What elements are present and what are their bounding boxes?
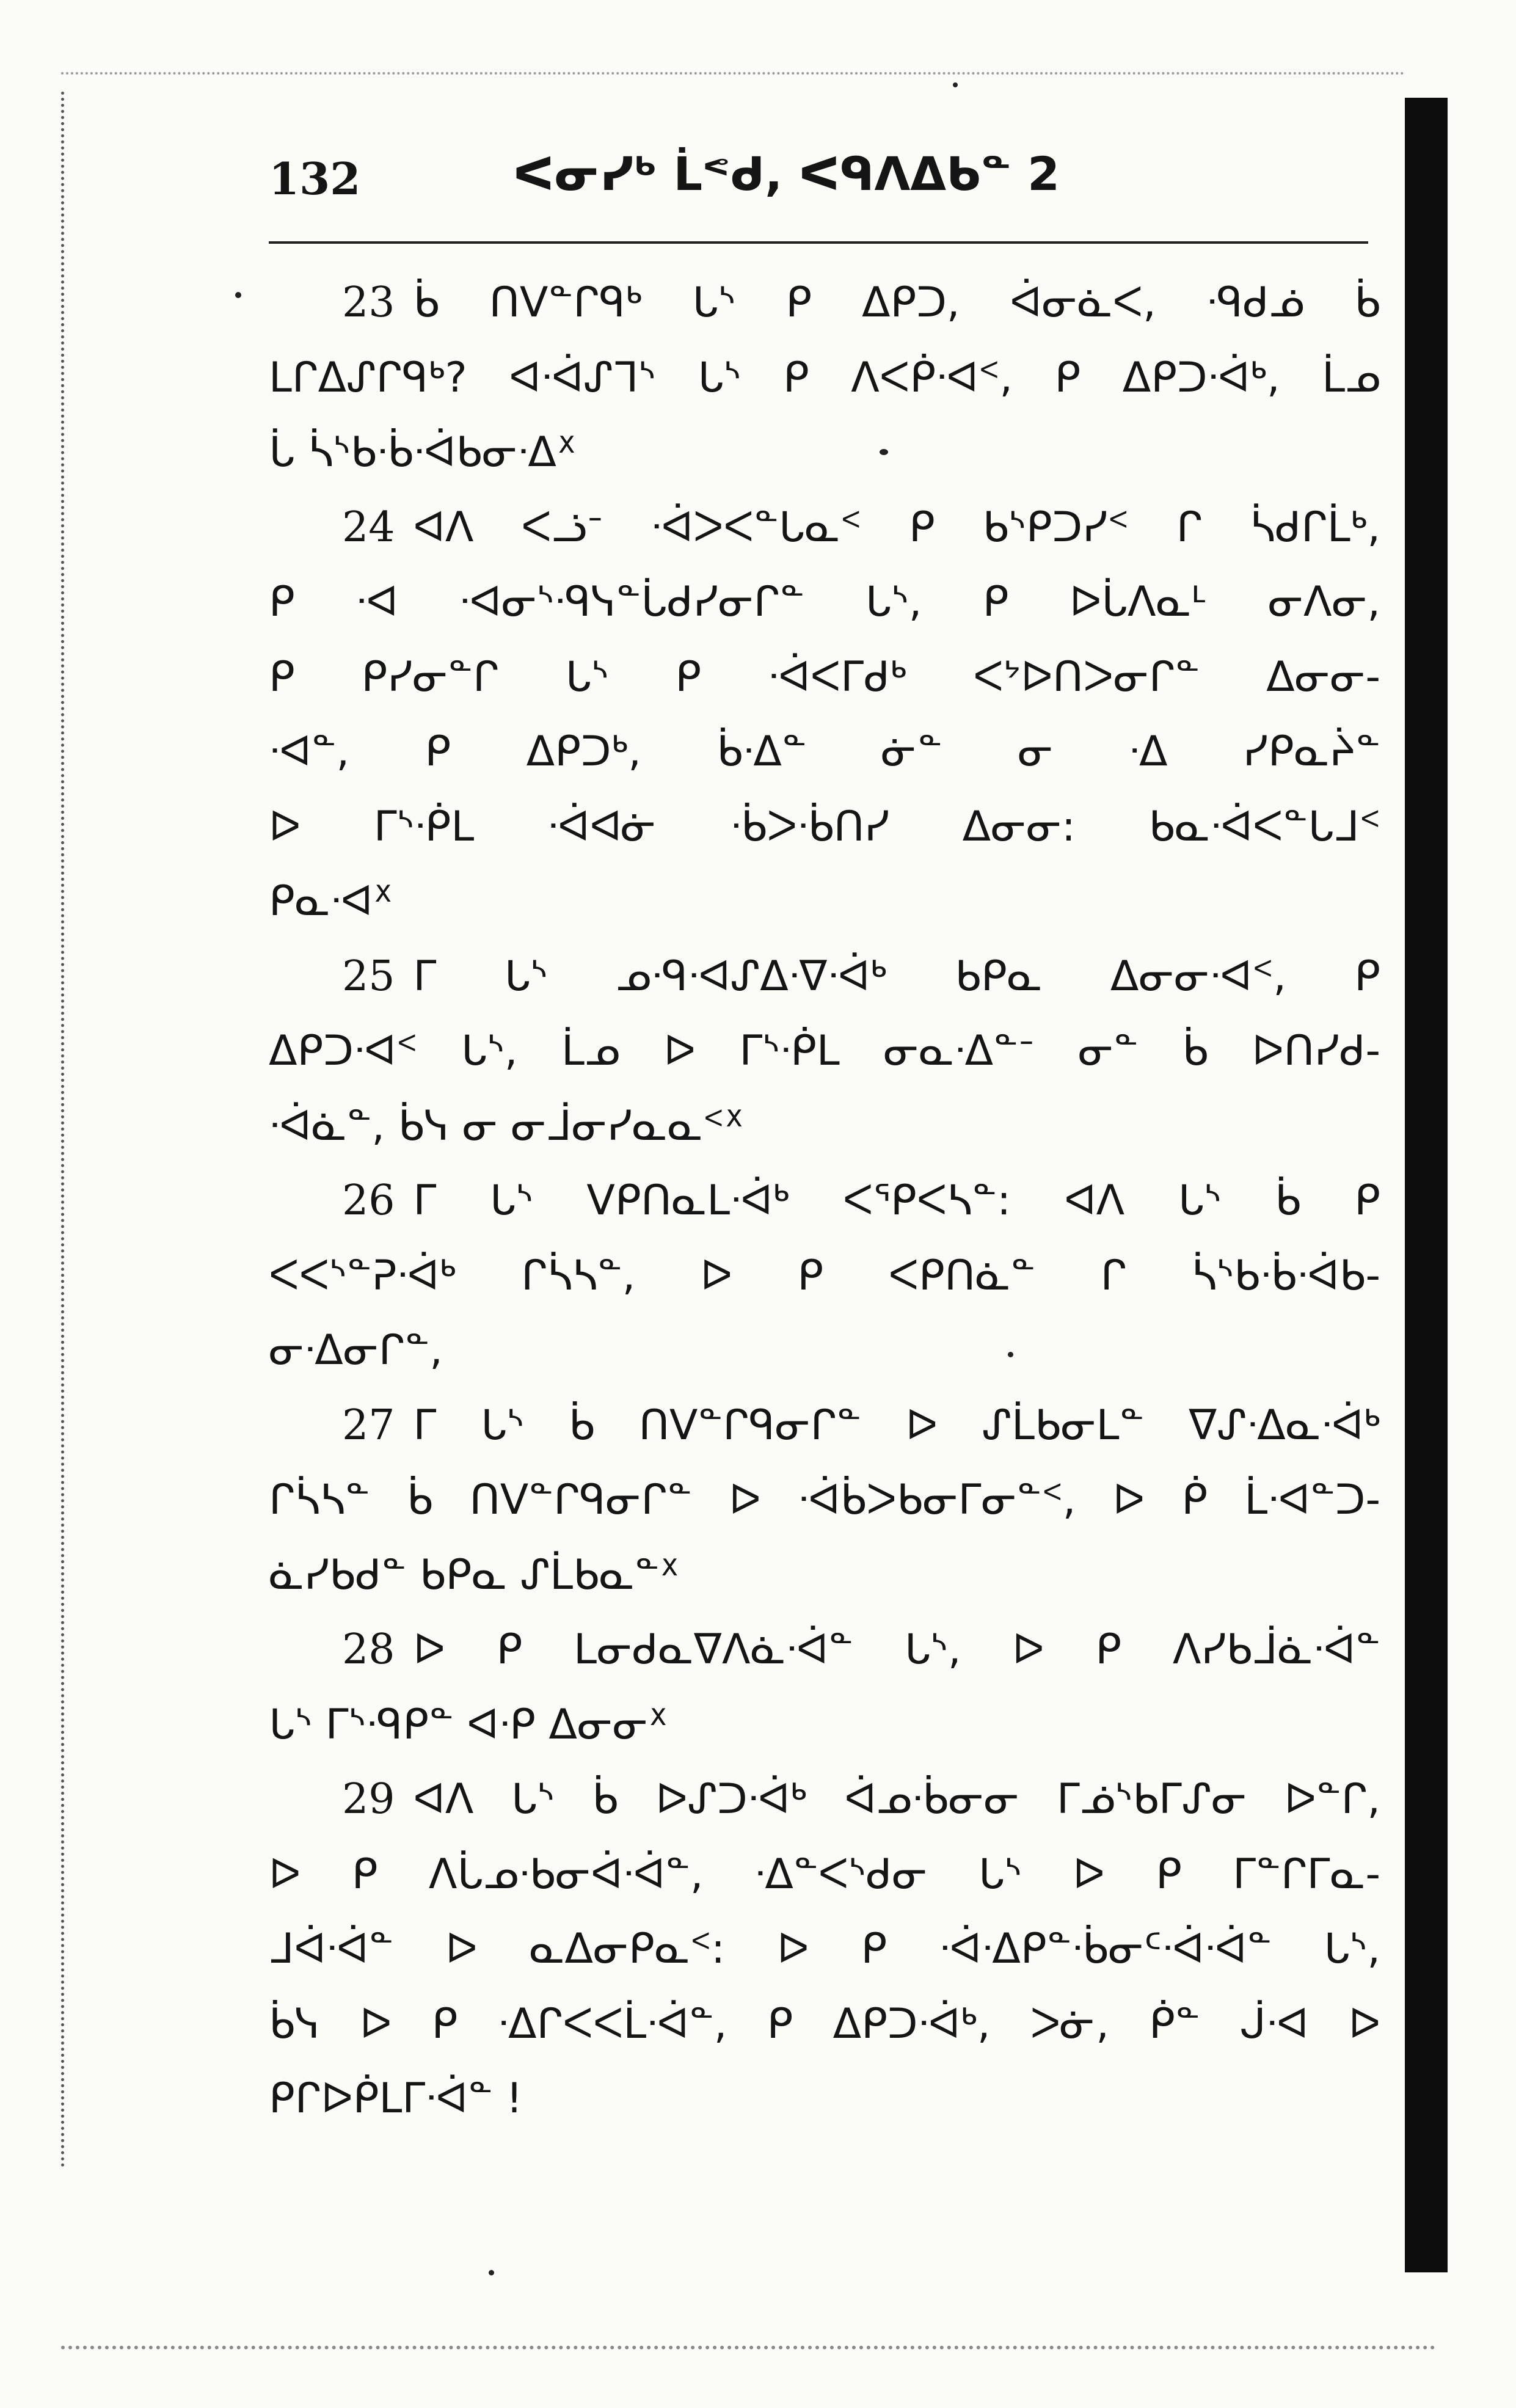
verse-text: ᐧᐋᓈᓐ, ᑳᓭ ᓂ ᓂᒨᓂᓯᓇᓇᑉᕽ [269, 1101, 745, 1150]
verse-number: 23 [342, 279, 395, 327]
verse-text: ᒐᔅ ᒥᔅᐧᑫᑭᓐ ᐊᐧᑭ ᐃᓂᓂᕽ [269, 1700, 668, 1749]
ink-speck [953, 82, 958, 87]
verse-line [269, 415, 1380, 491]
verse-text: ᑭᒋᐅᑮᒪᒥᐧᐋᓐ ! [269, 2074, 523, 2123]
verse-line [269, 1837, 1380, 1913]
binding-shadow [1405, 98, 1448, 2272]
verse-number: 27 [342, 1401, 395, 1450]
verse-text: ᒑ ᓵᔅᑲᐧᑳᐧᐋᑲᓂᐧᐃᕽ [269, 428, 577, 476]
verse-text: ᓈᓯᑲᑯᓐ ᑲᑭᓇ ᔑᒫᑲᓇᓐᕽ [269, 1550, 680, 1599]
verse-text: ᐊᐱ ᐸᓘᐨ ᐧᐋᐳᐸᓐᒐᓇᑉ ᑭ ᑲᔅᑭᑐᓯᑉ ᒋ ᓵᑯᒋᒫᒃ, [413, 503, 1380, 552]
verse-line [269, 1613, 1380, 1688]
page-edge-left [61, 92, 64, 2169]
verse-text: ᒥ ᒐᔅ ᓄᐧᑫᐧᐊᔑᐃᐧᐁᐧᐋᒃ ᑲᑭᓇ ᐃᓂᓂᐧᐊᑉ, ᑭ [413, 952, 1380, 1001]
verse-text: ᐅ ᒥᔅᐧᑮᒪ ᐧᐋᐊᓃ ᐧᑳᐳᐧᑳᑎᓯ ᐃᓂᓂ: ᑲᓇᐧᐋᐸᓐᒐᒧᑉ [269, 802, 1380, 851]
verse-line [269, 1014, 1380, 1089]
verse-line [269, 341, 1380, 416]
page-edge-bottom [61, 2346, 1435, 2349]
verse-text: ᒥ ᒐᔅ ᑳ ᑎᐯᓐᒋᑫᓂᒋᓐ ᐅ ᔑᒫᑲᓂᒪᓐ ᐁᔑᐧᐃᓇᐧᐋᒃ [413, 1401, 1380, 1450]
verse-line [269, 864, 1380, 939]
verse-line [269, 1313, 1380, 1388]
verse-text: ᑳᓭ ᐅ ᑭ ᐧᐃᒋᐸᐸᒫᐧᐋᓐ, ᑭ ᐃᑭᑐᐧᐋᒃ, ᐳᓃ, ᑮᓐ ᒎᐧᐊ ᐅ [269, 1999, 1380, 2048]
verse-line [269, 1239, 1380, 1314]
verse-text: ᒥ ᒐᔅ ᐯᑭᑎᓇᒪᐧᐋᒃ ᐸᕿᐸᓴᓐ: ᐊᐱ ᒐᔅ ᑳ ᑭ [413, 1177, 1380, 1225]
verse-line [269, 1538, 1380, 1613]
verse-text: ᑭᓇᐧᐊᕽ [269, 877, 393, 925]
verse-line [269, 939, 1380, 1015]
page-header [269, 147, 1368, 214]
verse-text: ᐃᑭᑐᐧᐊᑉ ᒐᔅ, ᒫᓄ ᐅ ᒥᔅᐧᑮᒪ ᓂᓇᐧᐃᓐᐨ ᓂᓐ ᑳ ᐅᑎᓯᑯ- [269, 1027, 1380, 1075]
verse-number: 26 [342, 1177, 395, 1225]
verse-line [269, 1388, 1380, 1464]
verse-number: 28 [342, 1625, 395, 1674]
verse-line [269, 640, 1380, 715]
running-title: ᐸᓂᓯᒃ ᒫᕝᑯ, ᐸᑫᐱᐃᑲᓐ 2 [513, 147, 1060, 201]
verse-line [269, 1688, 1380, 1763]
page-number: 132 [269, 153, 361, 205]
verse-line [269, 1164, 1380, 1239]
verse-line [269, 565, 1380, 640]
verse-line [269, 2062, 1380, 2137]
verse-text: ᐅ ᑭ ᒪᓂᑯᓇᐁᐱᓈᐧᐋᓐ ᒐᔅ, ᐅ ᑭ ᐱᓯᑲᒨᓈᐧᐋᓐ [413, 1625, 1380, 1674]
verse-text: ᐅ ᑭ ᐱᒑᓄᐧᑲᓂᐋᐧᐋᓐ, ᐧᐃᓐᐸᔅᑯᓂ ᒐᔅ ᐅ ᑭ ᒥᓐᒋᒥᓇ- [269, 1850, 1380, 1899]
verse-text: ᐸᐸᔅᓐᕈᐧᐋᒃ ᒋᓵᓴᓐ, ᐅ ᑭ ᐸᑭᑎᓈᓐ ᒋ ᓵᔅᑲᐧᑳᐧᐋᑲ- [269, 1251, 1380, 1300]
verse-text: ᑭ ᐧᐊ ᐧᐊᓂᔅᐧᑫᓭᓐᒑᑯᓯᓂᒋᓐ ᒐᔅ, ᑭ ᐅᒑᐱᓇᒻ ᓂᐱᓂ, [269, 578, 1380, 626]
verse-text: ᐊᐱ ᒐᔅ ᑳ ᐅᔑᑐᐧᐋᒃ ᐋᓄᐧᑳᓂᓂ ᒥᓅᔅᑲᒥᔑᓂ ᐅᓐᒋ, [413, 1775, 1380, 1823]
ink-speck [489, 2270, 494, 2275]
verse-line [269, 491, 1380, 566]
verse-text: ᐧᐊᓐ, ᑭ ᐃᑭᑐᒃ, ᑳᐧᐃᓐ ᓃᓐ ᓂ ᐧᐃ ᓯᑭᓇᔩᓐ [269, 728, 1380, 776]
verse-text: ᑳ ᑎᐯᓐᒋᑫᒃ ᒐᔅ ᑭ ᐃᑭᑐ, ᐋᓂᓈᐸ, ᐧᑫᑯᓅ ᑳ [413, 279, 1380, 327]
verse-line [269, 1912, 1380, 1987]
verse-text: ᓂᐧᐃᓂᒋᓐ, [269, 1326, 443, 1374]
scripture-text [269, 266, 1380, 2137]
verse-text: ᒧᐋᐧᐋᓐ ᐅ ᓇᐃᓂᑭᓇᑉ: ᐅ ᑭ ᐧᐋᐧᐃᑭᓐᐧᑳᓂᑦᐧᐋᐧᐋᓐ ᒐᔅ, [269, 1925, 1380, 1973]
verse-line [269, 1987, 1380, 2062]
verse-text: ᑭ ᑭᓯᓂᓐᒋ ᒐᔅ ᑭ ᐧᐋᐸᒥᑯᒃ ᐸᔾᐅᑎᐳᓂᒋᓐ ᐃᓂᓂ- [269, 652, 1380, 701]
ink-speck [235, 292, 241, 298]
page-edge-top [61, 72, 1405, 75]
verse-number: 29 [342, 1775, 395, 1823]
verse-line [269, 266, 1380, 341]
verse-number: 25 [342, 952, 395, 1001]
verse-line [269, 1762, 1380, 1837]
verse-line [269, 1089, 1380, 1164]
verse-text: ᒪᒋᐃᔑᒋᑫᒃ? ᐊᐧᐋᔑᒣᔅ ᒐᔅ ᑭ ᐱᐸᑮᐧᐊᑉ, ᑭ ᐃᑭᑐᐧᐋᒃ, ᒫᓄ [269, 353, 1380, 402]
verse-line [269, 790, 1380, 865]
verse-line [269, 1463, 1380, 1538]
verse-text: ᒋᓵᓴᓐ ᑳ ᑎᐯᓐᒋᑫᓂᒋᓐ ᐅ ᐧᐋᑳᐳᑲᓂᒥᓂᓐᑉ, ᐅ ᑮ ᒫᐧᐊᓐᑐ- [269, 1476, 1380, 1524]
verse-number: 24 [342, 503, 395, 552]
verse-line [269, 715, 1380, 790]
header-rule [269, 241, 1368, 244]
